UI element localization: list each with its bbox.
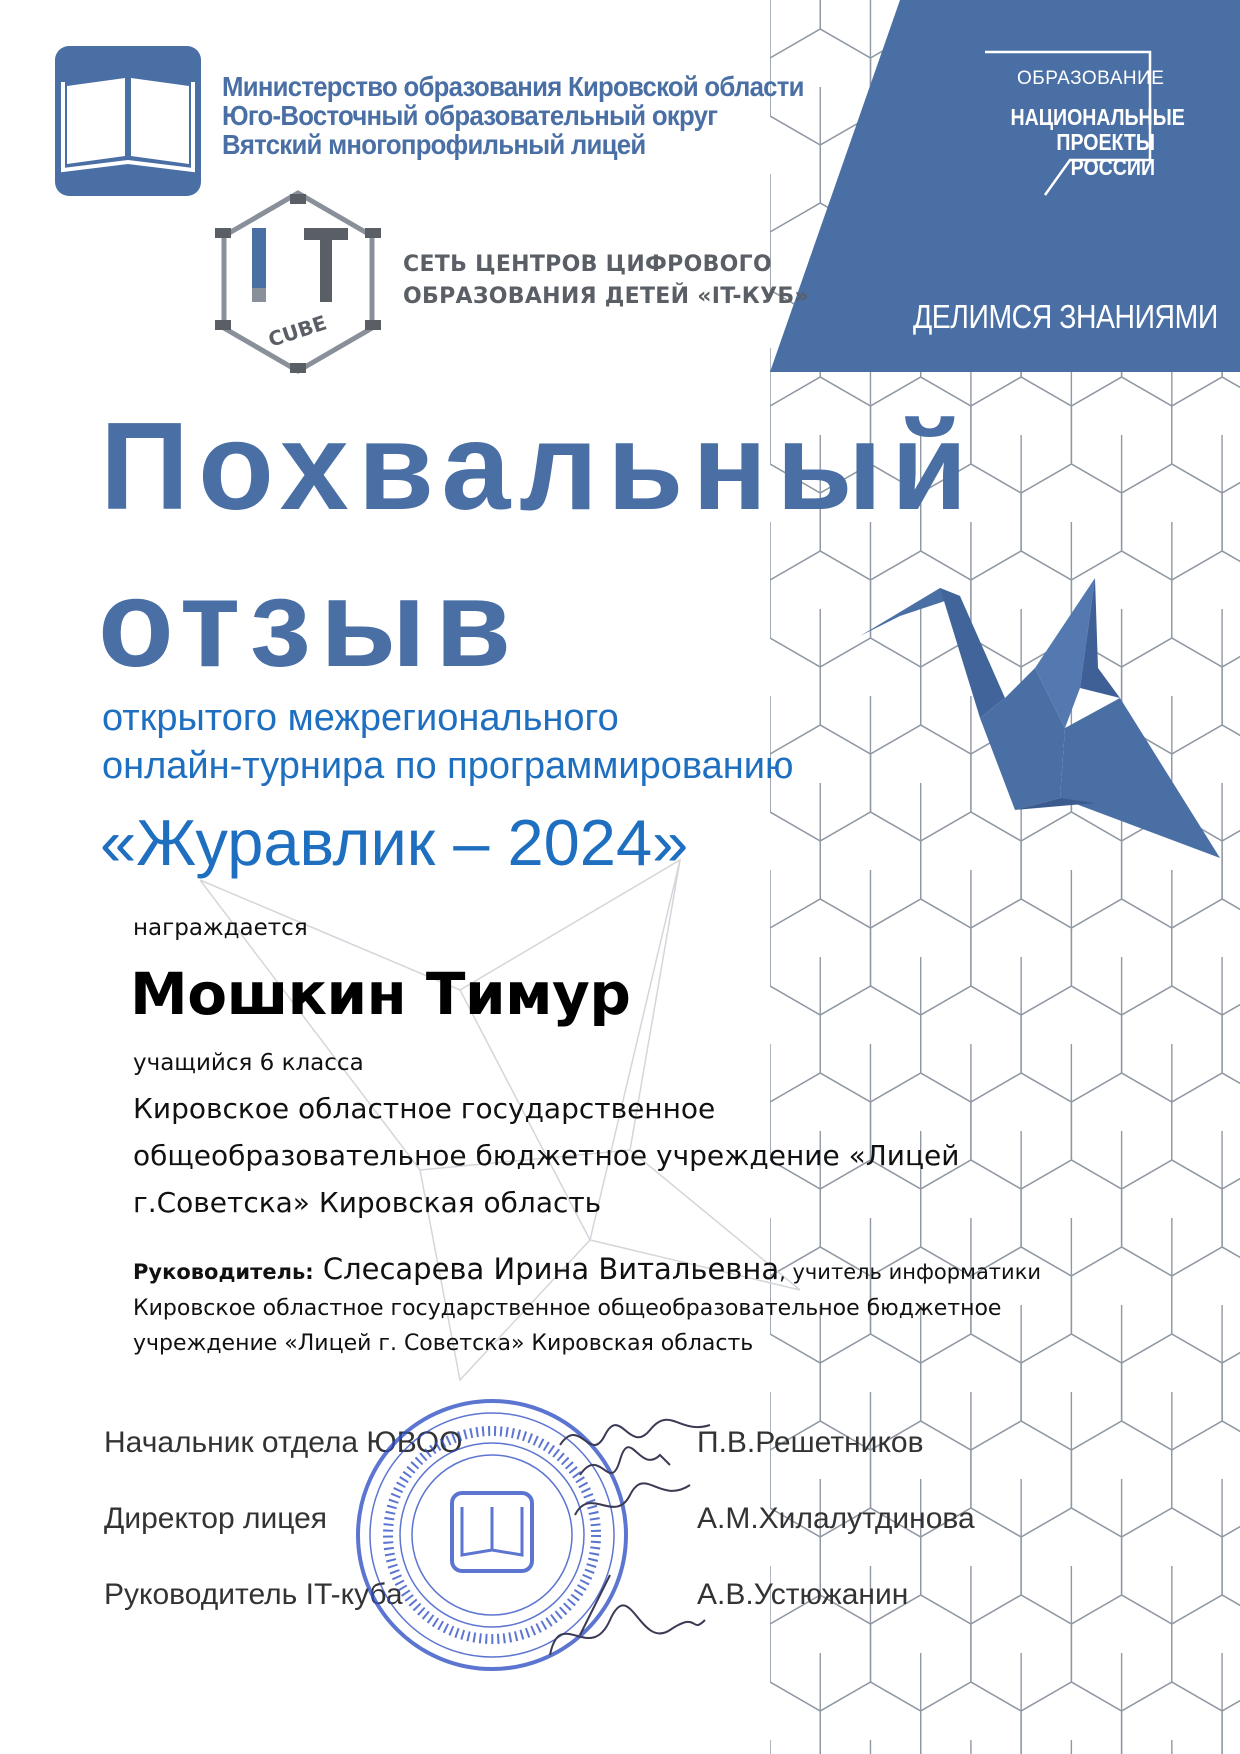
ministry-book-logo (55, 46, 201, 196)
it-cube-logo (212, 188, 384, 378)
hexagon-cell (1222, 1160, 1240, 1276)
school-line-1: Кировское областное государственное (133, 1092, 716, 1125)
signer-role-1: Начальник отдела ЮВОО (104, 1426, 463, 1459)
cube-logo-word: CUBE (265, 310, 330, 352)
signer-role-2: Директор лицея (104, 1502, 328, 1535)
hexagon-cell (1222, 1508, 1240, 1624)
tournament-name: «Журавлик – 2024» (100, 806, 689, 879)
supervisor-line (133, 1252, 1041, 1286)
certificate-title-line-1: Похвальный (100, 398, 977, 536)
hexagon-cell (770, 638, 820, 754)
hexagon-cell (1172, 1073, 1240, 1189)
signer-name-3: А.В.Устюжанин (697, 1578, 909, 1611)
hexagon-cell (1222, 464, 1240, 580)
hexagon-cell (770, 1682, 820, 1754)
certificate-title-line-2: отзыв (98, 555, 521, 693)
recipient-name: Мошкин Тимур (130, 960, 631, 1028)
it-cube-network-line-1: СЕТЬ ЦЕНТРОВ ЦИФРОВОГО (403, 252, 772, 277)
supervisor-org-line-1: Кировское областное государственное общеобразовательное бюджетное (133, 1296, 1002, 1321)
hexagon-cell (1222, 1334, 1240, 1450)
supervisor-label: Руководитель: (133, 1260, 314, 1284)
awarded-label: награждается (133, 915, 308, 941)
supervisor-name: Слесарева Ирина Витальевна (313, 1252, 780, 1286)
hexagon-cell (1172, 1421, 1240, 1537)
it-cube-network-line-2: ОБРАЗОВАНИЯ ДЕТЕЙ «IT-КУБ» (403, 284, 809, 309)
np-slogan: ДЕЛИМСЯ ЗНАНИЯМИ (913, 298, 1218, 335)
hexagon-cell (1172, 899, 1240, 1015)
lyceum-name: Вятский многопрофильный лицей (222, 129, 646, 160)
hexagon-cell (1172, 377, 1240, 493)
np-line-1: НАЦИОНАЛЬНЫЕ (1010, 104, 1185, 130)
supervisor-org-line-2: учреждение «Лицей г. Советска» Кировская область (133, 1331, 754, 1356)
school-line-2: общеобразовательное бюджетное учреждение «Лицей (133, 1139, 960, 1172)
ministry-name: Министерство образования Кировской области (222, 71, 804, 102)
supervisor-role: , учитель информатики (779, 1260, 1042, 1284)
hexagon-cell (1222, 812, 1240, 928)
school-line-3: г.Советска» Кировская область (133, 1186, 602, 1219)
signer-name-1: П.В.Решетников (697, 1426, 924, 1459)
hexagon-cell (1172, 1247, 1240, 1363)
hexagon-cell (1222, 638, 1240, 754)
handwritten-signatures (520, 1405, 720, 1685)
district-name: Юго-Восточный образовательный округ (222, 100, 718, 131)
np-line-3: РОССИИ (1070, 154, 1155, 180)
subtitle-line-2: онлайн-турнира по программированию (102, 745, 794, 787)
hexagon-cell (1172, 1595, 1240, 1711)
hexagon-cell (1222, 1682, 1240, 1754)
student-grade: учащийся 6 класса (133, 1050, 364, 1076)
hexagon-cell (1222, 986, 1240, 1102)
signer-role-3: Руководитель IT-куба (104, 1578, 403, 1611)
subtitle-line-1: открытого межрегионального (102, 697, 619, 739)
origami-crane-illustration (860, 548, 1220, 868)
signer-name-2: А.М.Хилалутдинова (697, 1502, 975, 1535)
np-education-label: ОБРАЗОВАНИЕ (1017, 68, 1165, 89)
np-line-2: ПРОЕКТЫ (1056, 129, 1155, 155)
